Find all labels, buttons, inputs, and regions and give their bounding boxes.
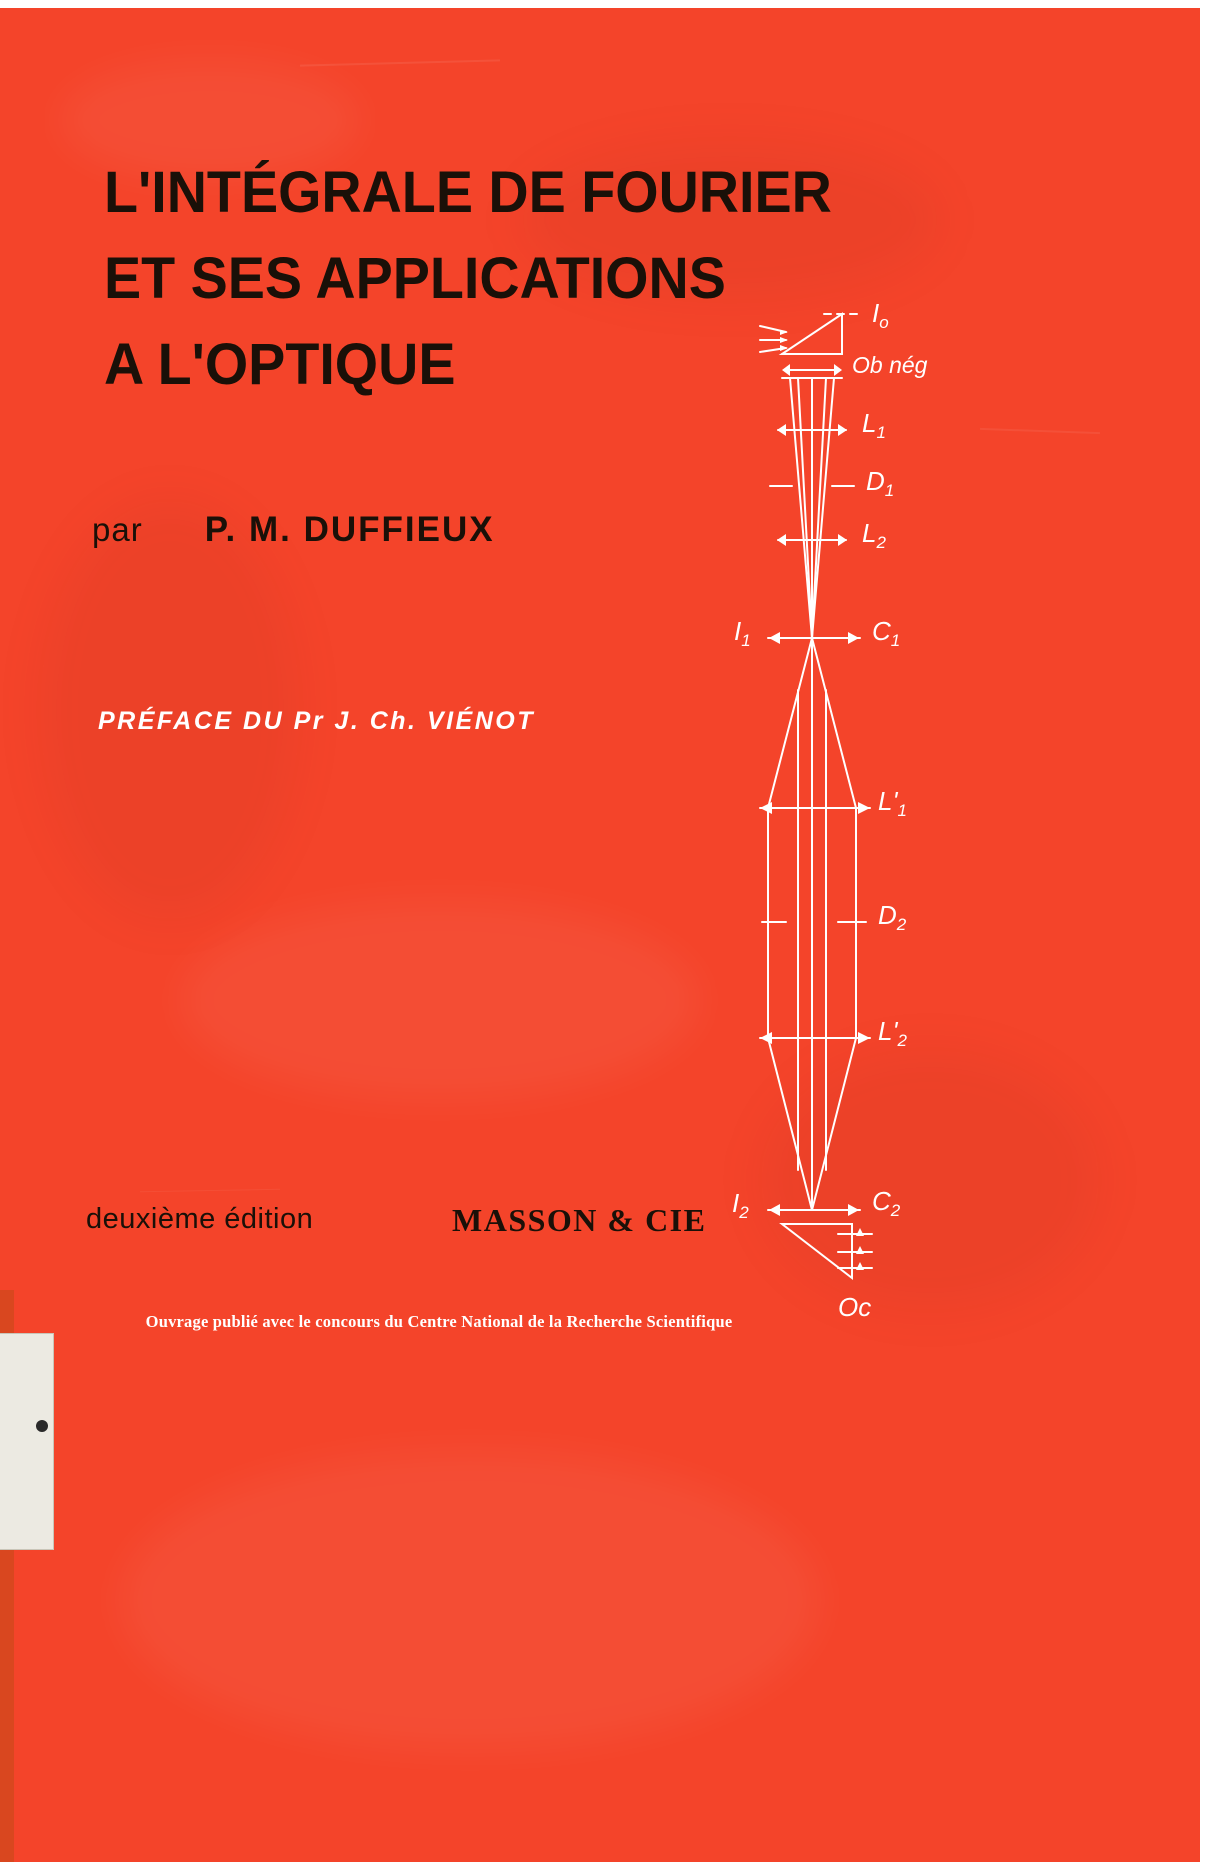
publisher-name: MASSON & CIE	[452, 1202, 707, 1238]
diagram-label-D1: $D_1$	[866, 466, 895, 501]
scratch-mark	[140, 1189, 280, 1192]
author-name: P. M. DUFFIEUX	[204, 510, 495, 549]
optical-system-diagram	[720, 290, 980, 1370]
scratch-mark	[300, 59, 500, 66]
diagram-label-I2: $I_2$	[732, 1188, 749, 1223]
book-title	[104, 150, 832, 408]
scan-label-tag	[0, 1333, 54, 1550]
scan-label-dot	[36, 1420, 48, 1432]
diagram-label-L2-prime: $L'_2$	[878, 1016, 907, 1051]
diagram-label-C1: $C_1$	[872, 616, 901, 651]
scan-bottom-edge	[0, 1862, 1216, 1874]
diagram-label-C2: $C_2$	[872, 1186, 901, 1221]
diagram-label-L1: $L_1$	[862, 408, 886, 443]
title-line-1: L'INTÉGRALE DE FOURIER	[104, 160, 832, 225]
diagram-label-Oc: Oc	[838, 1292, 872, 1322]
optical-diagram-svg	[720, 290, 980, 1370]
scan-right-edge	[1200, 0, 1216, 1874]
diagram-label-I0: $I_o$	[872, 298, 889, 333]
diagram-label-L1-prime: $L'_1$	[878, 786, 907, 821]
title-line-2: ET SES APPLICATIONS	[104, 246, 726, 311]
scan-top-edge	[0, 0, 1216, 8]
preface-credit: PRÉFACE DU Pr J. Ch. VIÉNOT	[98, 707, 536, 735]
scratch-mark	[980, 428, 1100, 434]
diagram-label-I1: $I_1$	[734, 616, 751, 651]
texture-blob	[180, 900, 700, 1100]
diagram-label-D2: $D_2$	[878, 900, 907, 935]
diagram-label-Obneg: Ob nég	[852, 352, 928, 378]
funding-note: Ouvrage publié avec le concours du Centre National de la Recherche Scientifique	[145, 1312, 733, 1331]
author-prefix: par	[92, 511, 143, 548]
title-line-3: A L'OPTIQUE	[104, 332, 456, 397]
diagram-label-L2: $L_2$	[862, 518, 886, 553]
texture-blob	[120, 1450, 820, 1750]
edition-label: deuxième édition	[86, 1203, 314, 1235]
author-block	[92, 510, 792, 550]
